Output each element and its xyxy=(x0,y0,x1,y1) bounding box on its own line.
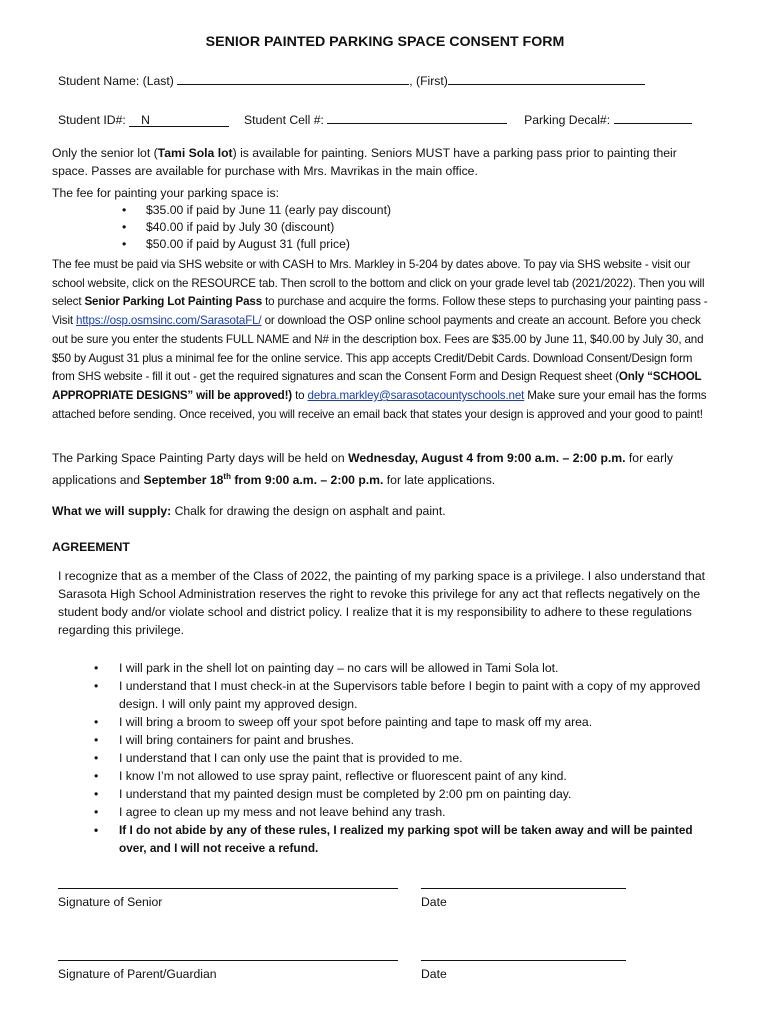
party-time-2: from 9:00 a.m. – 2:00 p.m. xyxy=(230,472,384,487)
senior-date-line[interactable] xyxy=(421,888,626,889)
rule-text: If I do not abide by any of these rules, I realized my parking spot will be taken away and will be painted over, and I will not receive a refund. xyxy=(119,823,693,855)
rule-item xyxy=(94,659,714,677)
student-id-label: Student ID#: xyxy=(58,113,126,127)
rule-text: I agree to clean up my mess and not leave behind any trash. xyxy=(119,805,446,819)
pass-name: Senior Parking Lot Painting Pass xyxy=(84,295,262,309)
student-name-row xyxy=(58,71,645,88)
rule-text: I know I’m not allowed to use spray paint, reflective or fluorescent paint of any kind. xyxy=(119,769,567,783)
fee-list xyxy=(122,202,391,253)
rule-item xyxy=(94,785,714,803)
rule-text: I understand that my painted design must be completed by 2:00 pm on painting day. xyxy=(119,787,572,801)
senior-lot-name: Tami Sola lot xyxy=(157,146,233,160)
parent-date-label: Date xyxy=(421,967,447,981)
payment-text-5: Make sure your email has the forms attached before sending. Once received, you will receive an email back that states your design is approved and your good to paint! xyxy=(52,388,707,421)
senior-signature-line[interactable] xyxy=(58,888,398,889)
bullet-icon: • xyxy=(94,661,99,675)
rule-item-final xyxy=(94,821,714,857)
rule-item xyxy=(94,713,714,731)
rule-text: I understand that I must check-in at the Supervisors table before I begin to paint with a copy of my approved design. I will only paint my approved design. xyxy=(119,679,701,711)
student-id-field[interactable] xyxy=(129,113,229,127)
rule-item xyxy=(94,803,714,821)
party-text: The Parking Space Painting Party days will be held on xyxy=(52,451,349,465)
rule-item xyxy=(94,731,714,749)
agreement-heading: AGREEMENT xyxy=(52,540,130,554)
rule-item xyxy=(94,767,714,785)
last-name-field[interactable] xyxy=(177,71,409,85)
agreement-paragraph: I recognize that as a member of the Class of 2022, the painting of my parking space is a privilege. I also understand that Sarasota High School Administration reserves the right to revoke this privilege for any act that reflects negatively on the student body and/or violate school and district policy. I realize that it is my responsibility to adhere to these regulations regarding this privilege. xyxy=(58,569,705,637)
intro-text-cont: ) is available for painting. Seniors MUST have a parking pass prior to painting their space. Passes are available for purchase with Mrs. Mavrikas in the main office. xyxy=(52,146,677,178)
bullet-icon: • xyxy=(94,733,99,747)
email-link[interactable]: debra.markley@sarasotacountyschools.net xyxy=(307,388,525,402)
parent-date-line[interactable] xyxy=(421,960,626,961)
first-name-field[interactable] xyxy=(448,71,645,85)
student-cell-field[interactable] xyxy=(327,110,507,124)
fee-intro: The fee for painting your parking space is: xyxy=(52,186,279,200)
payment-text-3: or download the OSP online school payments and create an account. Before you check out be sure you enter the students FULL NAME and N# in the description box. Fees are $35.00 by June 11, $40.00 by July 30, and $50 by August 31 plus a minimal fee for the online service. This app accepts Credit/Debit Cards. Download Consent/Design form from SHS website - fill it out - get the required signatures and scan the Consent Form and Design Request sheet ( xyxy=(52,314,704,384)
rule-text: I will park in the shell lot on painting day – no cars will be allowed in Tami Sola lot. xyxy=(119,661,559,675)
rule-text: I will bring a broom to sweep off your spot before painting and tape to mask off my area. xyxy=(119,715,593,729)
supply-line xyxy=(52,503,708,521)
intro-paragraph xyxy=(52,145,708,180)
senior-date-label: Date xyxy=(421,895,447,909)
bullet-icon: • xyxy=(94,751,99,765)
parent-signature-label: Signature of Parent/Guardian xyxy=(58,967,217,981)
first-name-label: , (First) xyxy=(409,74,448,88)
party-date-sup: th xyxy=(223,471,231,481)
parent-signature-line[interactable] xyxy=(58,960,398,961)
fee-item: • $40.00 if paid by July 30 (discount) xyxy=(122,219,391,236)
bullet-icon: • xyxy=(94,715,99,729)
rules-list xyxy=(94,659,714,857)
student-id-value: N xyxy=(141,113,150,127)
party-text-3: for late applications. xyxy=(383,472,496,487)
payment-text-4: to xyxy=(292,388,308,402)
student-name-label: Student Name: (Last) xyxy=(58,74,174,88)
parking-decal-label: Parking Decal#: xyxy=(524,113,611,127)
intro-text: Only the senior lot ( xyxy=(52,146,158,160)
osp-link[interactable]: https://osp.osmsinc.com/SarasotaFL/ xyxy=(76,314,262,328)
supply-text: Chalk for drawing the design on asphalt and paint. xyxy=(171,504,446,518)
payment-text-2: to purchase and acquire the forms. Follow these steps to purchasing your painting pass - Visit xyxy=(52,295,708,328)
student-id-row xyxy=(58,110,692,127)
form-title: SENIOR PAINTED PARKING SPACE CONSENT FORM xyxy=(205,34,565,50)
rule-text: I understand that I can only use the paint that is provided to me. xyxy=(119,751,463,765)
senior-signature-label: Signature of Senior xyxy=(58,895,163,909)
party-date-1: Wednesday, August 4 from 9:00 a.m. – 2:00 p.m. xyxy=(348,451,626,465)
bullet-icon: • xyxy=(94,769,99,783)
fee-item: • $35.00 if paid by June 11 (early pay discount) xyxy=(122,202,391,219)
party-paragraph xyxy=(52,450,708,489)
student-cell-label: Student Cell #: xyxy=(243,113,324,127)
fee-item: • $50.00 if paid by August 31 (full price) xyxy=(122,236,391,253)
bullet-icon: • xyxy=(94,679,99,693)
payment-text: The fee must be paid via SHS website or with CASH to Mrs. Markley in 5-204 by dates above. To pay via SHS website - visit our school website, click on the RESOURCE tab. Then scroll to the bottom and click on your grade level tab (2021/2022). Then you will select xyxy=(52,258,705,309)
rule-item xyxy=(94,749,714,767)
design-notice: Only “SCHOOL APPROPRIATE DESIGNS” will be approved!) xyxy=(52,370,702,402)
bullet-icon: • xyxy=(94,823,99,837)
party-text-2: for early applications and xyxy=(52,451,673,487)
rule-text: I will bring containers for paint and brushes. xyxy=(119,733,355,747)
parking-decal-field[interactable] xyxy=(614,110,692,124)
payment-paragraph xyxy=(52,256,708,424)
party-date-2: September 18 xyxy=(143,472,224,487)
rule-item xyxy=(94,677,714,713)
bullet-icon: • xyxy=(94,805,99,819)
supply-label: What we will supply: xyxy=(52,504,172,518)
bullet-icon: • xyxy=(94,787,99,801)
